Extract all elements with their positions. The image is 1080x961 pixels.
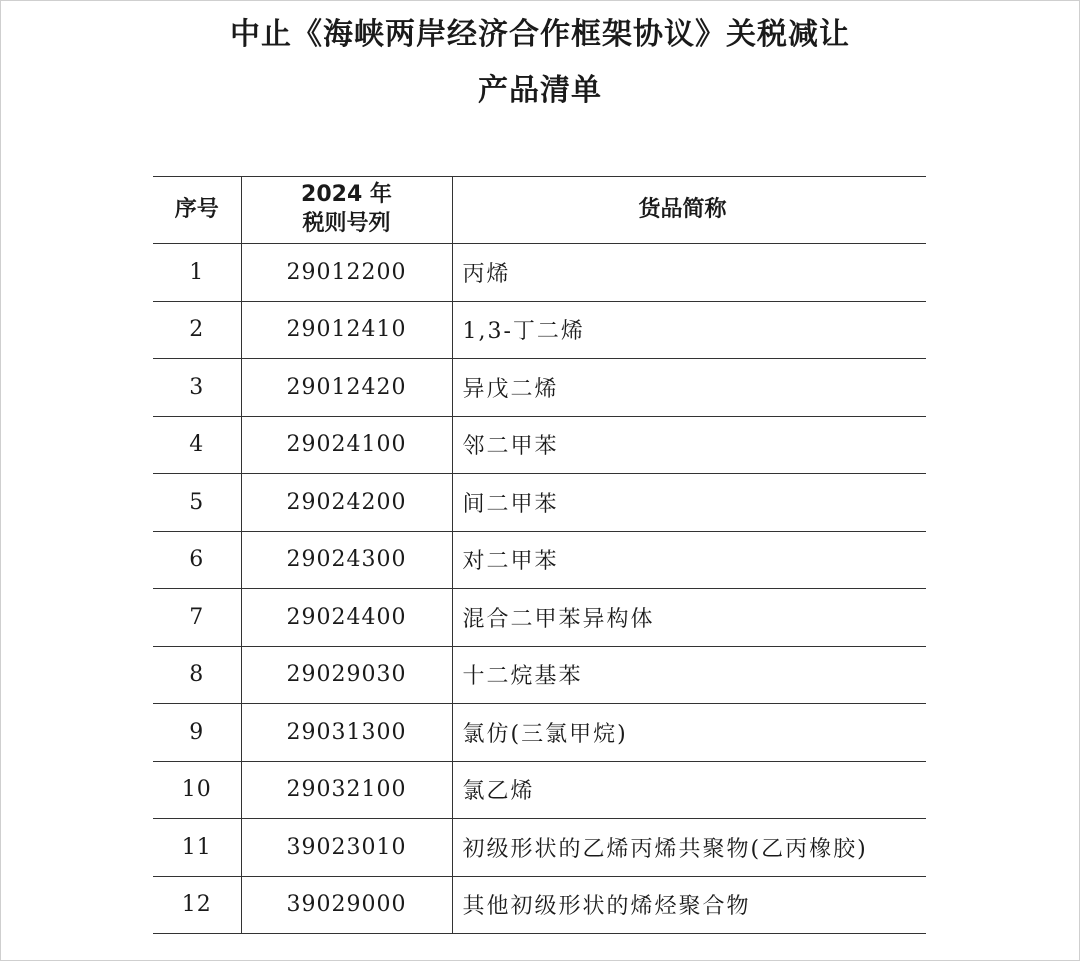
- table-row: [153, 244, 926, 302]
- row-product-name: 1,3-丁二烯: [452, 301, 926, 359]
- table-row: [153, 589, 926, 647]
- row-tariff-code: 39023010: [241, 819, 452, 877]
- row-product-name: 混合二甲苯异构体: [452, 589, 926, 647]
- header-tariff-code: [241, 177, 452, 244]
- table-row: [153, 819, 926, 877]
- row-product-name: 初级形状的乙烯丙烯共聚物(乙丙橡胶): [452, 819, 926, 877]
- row-product-name: 十二烷基苯: [452, 646, 926, 704]
- row-tariff-code: 29024200: [241, 474, 452, 532]
- header-tariff-code-year: 2024 年: [301, 182, 392, 208]
- row-product-name: 邻二甲苯: [452, 416, 926, 474]
- row-product-name: 对二甲苯: [452, 531, 926, 589]
- table-row: [153, 416, 926, 474]
- table-header-row: [153, 177, 926, 244]
- row-product-name: 间二甲苯: [452, 474, 926, 532]
- table-row: [153, 474, 926, 532]
- table-row: [153, 704, 926, 762]
- row-tariff-code: 39029000: [241, 876, 452, 934]
- header-seq: 序号: [153, 177, 241, 244]
- row-product-name: 氯乙烯: [452, 761, 926, 819]
- row-seq: 2: [153, 301, 241, 359]
- row-tariff-code: 29024400: [241, 589, 452, 647]
- row-seq: 3: [153, 359, 241, 417]
- row-product-name: 其他初级形状的烯烃聚合物: [452, 876, 926, 934]
- row-seq: 10: [153, 761, 241, 819]
- table-row: [153, 761, 926, 819]
- row-seq: 9: [153, 704, 241, 762]
- table-row: [153, 301, 926, 359]
- header-product-name: 货品简称: [452, 177, 926, 244]
- row-seq: 5: [153, 474, 241, 532]
- row-tariff-code: 29029030: [241, 646, 452, 704]
- row-tariff-code: 29012420: [241, 359, 452, 417]
- row-seq: 4: [153, 416, 241, 474]
- product-list-table: [153, 176, 926, 934]
- document-title: 中止《海峡两岸经济合作框架协议》关税减让: [230, 17, 850, 52]
- row-seq: 7: [153, 589, 241, 647]
- row-seq: 6: [153, 531, 241, 589]
- table-row: [153, 359, 926, 417]
- row-product-name: 丙烯: [452, 244, 926, 302]
- row-tariff-code: 29012200: [241, 244, 452, 302]
- table-row: [153, 876, 926, 934]
- row-tariff-code: 29032100: [241, 761, 452, 819]
- row-seq: 8: [153, 646, 241, 704]
- row-seq: 11: [153, 819, 241, 877]
- table-row: [153, 531, 926, 589]
- row-seq: 12: [153, 876, 241, 934]
- row-product-name: 氯仿(三氯甲烷): [452, 704, 926, 762]
- document-subtitle: 产品清单: [478, 73, 602, 108]
- row-tariff-code: 29031300: [241, 704, 452, 762]
- row-tariff-code: 29012410: [241, 301, 452, 359]
- row-tariff-code: 29024300: [241, 531, 452, 589]
- table-row: [153, 646, 926, 704]
- header-tariff-code-label: 税则号列: [302, 211, 391, 236]
- row-tariff-code: 29024100: [241, 416, 452, 474]
- row-seq: 1: [153, 244, 241, 302]
- row-product-name: 异戊二烯: [452, 359, 926, 417]
